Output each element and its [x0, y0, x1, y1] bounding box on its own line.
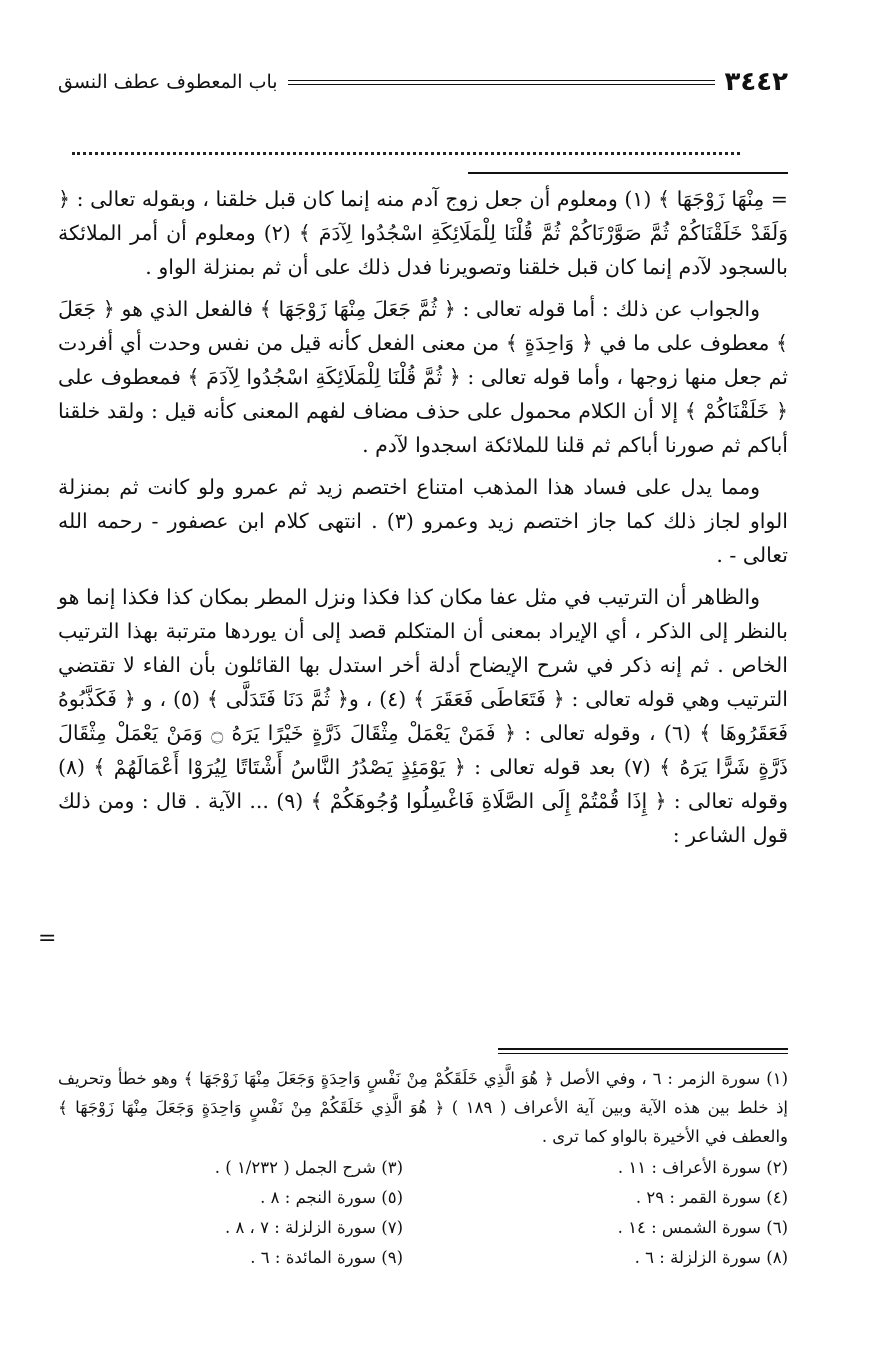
- footnotes: [58, 1064, 788, 1273]
- top-rule: [468, 172, 788, 174]
- footnote-5: (٥) سورة النجم : ٨ .: [260, 1188, 403, 1207]
- footnote-3: (٣) شرح الجمل ( ١/٢٣٢ ) .: [214, 1158, 403, 1177]
- chapter-title: باب المعطوف عطف النسق: [58, 71, 278, 93]
- footnote-9: (٩) سورة المائدة : ٦ .: [250, 1248, 403, 1267]
- paragraph-2: والجواب عن ذلك : أما قوله تعالى : ﴿ ثُمَّ جَعَلَ مِنْهَا زَوْجَهَا ﴾ فالفعل الذي هو ﴿ جَعَلَ ﴾ معطوف على ما في ﴿ وَاحِدَةٍ ﴾ من معنى الفعل كأنه قيل من نفس وحدت أي أفردت ثم جعل منها زوجها ، وأما قوله تعالى : ﴿ ثُمَّ قُلْنَا لِلْمَلَائِكَةِ اسْجُدُوا لِآدَمَ ﴾ فمعطوف على ﴿ خَلَقْنَاكُمْ ﴾ إلا أن الكلام محمول على حذف مضاف لفهم المعنى كأنه قيل : ولقد خلقنا أباكم ثم صورنا أباكم ثم قلنا للملائكة اسجدوا لآدم .: [58, 297, 788, 457]
- footnote-8: (٨) سورة الزلزلة : ٦ .: [634, 1248, 788, 1267]
- book-page: [38, 0, 788, 1355]
- paragraph-3: ومما يدل على فساد هذا المذهب امتناع اختصم زيد ثم عمرو ولو كانت ثم بمنزلة الواو لجاز ذلك كما جاز اختصم زيد وعمرو (٣) . انتهى كلام ابن عصفور - رحمه الله تعالى - .: [58, 475, 788, 567]
- footnote-6: (٦) سورة الشمس : ١٤ .: [617, 1218, 788, 1237]
- page-header: [58, 62, 788, 102]
- dotted-separator: [72, 136, 740, 155]
- footnote-rule-thin: [498, 1053, 788, 1054]
- paragraph-1: = مِنْهَا زَوْجَهَا ﴾ (١) ومعلوم أن جعل زوج آدم منه إنما كان قبل خلقنا ، وبقوله تعالى : ﴿ وَلَقَدْ خَلَقْنَاكُمْ ثُمَّ صَوَّرْنَاكُمْ ثُمَّ قُلْنَا لِلْمَلَائِكَةِ اسْجُدُوا لِآدَمَ ﴾ (٢) ومعلوم أن أمر الملائكة بالسجود لآدم إنما كان قبل خلقنا وتصويرنا فدل ذلك على أن ثم بمنزلة الواو .: [58, 187, 788, 279]
- footnote-2: (٢) سورة الأعراف : ١١ .: [617, 1158, 788, 1177]
- paragraph-4: والظاهر أن الترتيب في مثل عفا مكان كذا فكذا ونزل المطر بمكان كذا فكذا إنما هو بالنظر إلى الذكر ، أي الإيراد بمعنى أن المتكلم قصد إلى أن يوردها مترتبة بهذا الترتيب الخاص . ثم إنه ذكر في شرح الإيضاح أدلة أخر استدل بها القائلون بأن الفاء لا تقتضي الترتيب وهي قوله تعالى : ﴿ فَتَعَاطَى فَعَقَرَ ﴾ (٤) ، و﴿ ثُمَّ دَنَا فَتَدَلَّى ﴾ (٥) ، و ﴿ فَكَذَّبُوهُ فَعَقَرُوهَا ﴾ (٦) ، وقوله تعالى : ﴿ فَمَنْ يَعْمَلْ مِثْقَالَ ذَرَّةٍ خَيْرًا يَرَهُ ۝ وَمَنْ يَعْمَلْ مِثْقَالَ ذَرَّةٍ شَرًّا يَرَهُ ﴾ (٧) بعد قوله تعالى : ﴿ يَوْمَئِذٍ يَصْدُرُ النَّاسُ أَشْتَاتًا لِيُرَوْا أَعْمَالَهُمْ ﴾ (٨) وقوله تعالى : ﴿ إِذَا قُمْتُمْ إِلَى الصَّلَاةِ فَاغْسِلُوا وُجُوهَكُمْ ﴾ (٩) ... الآية . قال : ومن ذلك قول الشاعر :: [58, 585, 788, 847]
- footnote-7: (٧) سورة الزلزلة : ٧ ، ٨ .: [224, 1218, 403, 1237]
- footnote-4: (٤) سورة القمر : ٢٩ .: [635, 1188, 788, 1207]
- header-rule: [288, 80, 715, 85]
- main-text: [38, 182, 788, 951]
- page-number: ٣٤٤٢: [724, 67, 788, 97]
- footnote-grid: [58, 1153, 788, 1273]
- continuation-mark: =: [38, 926, 57, 951]
- footnote-1: (١) سورة الزمر : ٦ ، وفي الأصل ﴿ هُوَ الَّذِي خَلَقَكُمْ مِنْ نَفْسٍ وَاحِدَةٍ وَجَعَلَ مِنْهَا زَوْجَهَا ﴾ وهو خطأ وتحريف إذ خلط بين هذه الآية وبين آية الأعراف ( ١٨٩ ) ﴿ هُوَ الَّذِي خَلَقَكُمْ مِنْ نَفْسٍ وَاحِدَةٍ وَجَعَلَ مِنْهَا زَوْجَهَا ﴾ والعطف في الأخيرة بالواو كما ترى .: [58, 1069, 788, 1146]
- footnote-rule: [498, 1048, 788, 1050]
